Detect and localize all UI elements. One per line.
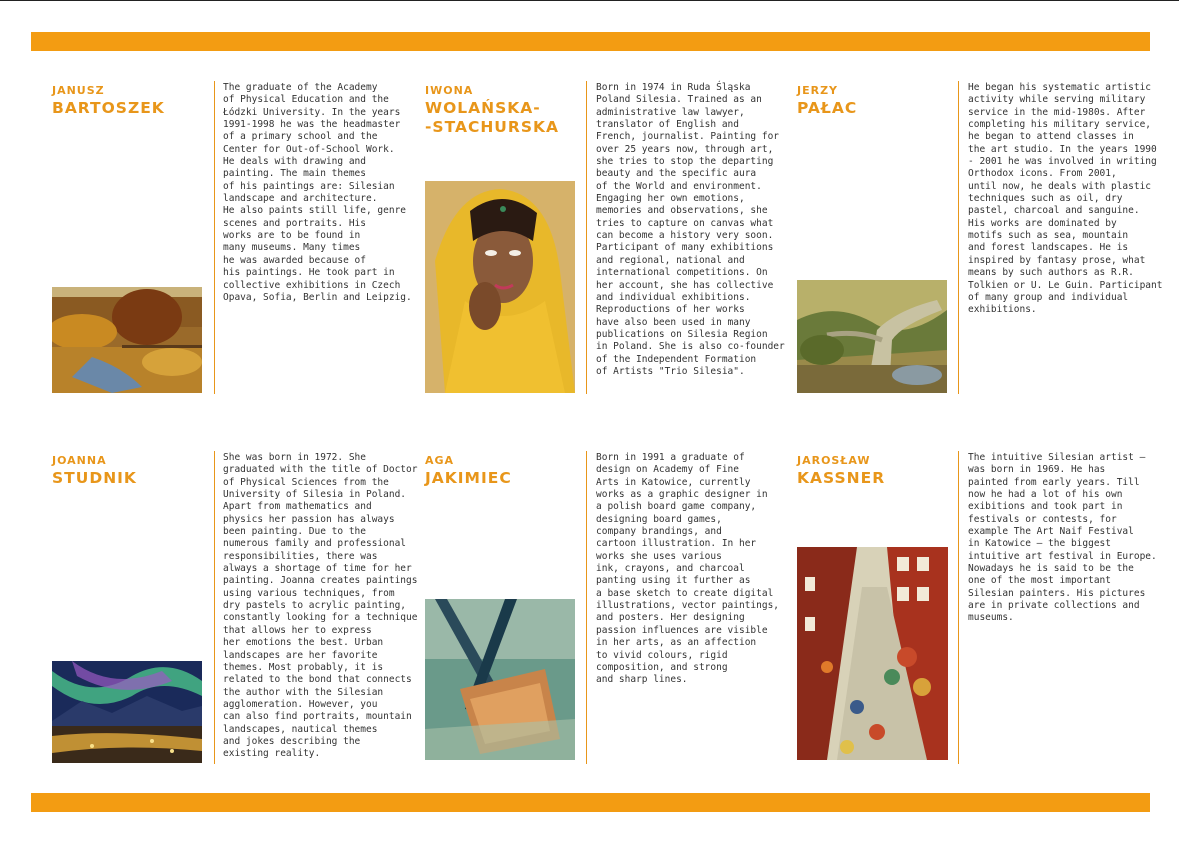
- painting-forest-tree: [797, 280, 947, 393]
- page-top-rule: [0, 0, 1179, 1]
- artist-first-name: JERZY: [797, 84, 839, 97]
- bottom-orange-band: [31, 793, 1150, 812]
- artist-first-name: AGA: [425, 454, 455, 467]
- painting-woman-in-sari: [425, 181, 575, 393]
- top-orange-band: [31, 32, 1150, 51]
- artist-first-name: JAROSŁAW: [797, 454, 871, 467]
- artist-last-name: JAKIMIEC: [425, 469, 512, 487]
- artist-last-name: PAŁAC: [797, 99, 858, 117]
- artist-last-name: BARTOSZEK: [52, 99, 165, 117]
- artist-first-name: JANUSZ: [52, 84, 105, 97]
- painting-abstract-chair: [425, 599, 575, 760]
- column-divider: [958, 81, 959, 394]
- column-divider: [958, 451, 959, 764]
- artist-first-name: IWONA: [425, 84, 474, 97]
- column-divider: [214, 451, 215, 764]
- painting-town-square: [797, 547, 948, 760]
- column-divider: [586, 81, 587, 394]
- artist-bio: Born in 1991 a graduate of design on Academy of Fine Arts in Katowice, currently works as a graphic designer in a polish board game company, designing board games, company brandings, and cartoon illustration. In her works she uses various ink, crayons, and charcoal panting using it further as a base sketch to create digital illustrations, vector paintings, and posters. Her designing passion influences are visible in her arts, as an affection to vivid colours, rigid composition, and strong and sharp lines.: [596, 452, 780, 686]
- painting-autumn-landscape: [52, 287, 202, 393]
- artist-bio: The intuitive Silesian artist – was born in 1969. He has painted from early years. Till now he had a lot of his own exibitions and took part in festivals or contests, for example The Art Naif Festival in Katowice – the biggest intuitive art festival in Europe. Nowadays he is said to be the one of the most important Silesian painters. His pictures are in private collections and museums.: [968, 452, 1157, 624]
- painting-aurora-night-city: [52, 661, 202, 763]
- artist-last-name-continued: -STACHURSKA: [425, 118, 560, 136]
- artist-first-name: JOANNA: [52, 454, 107, 467]
- artist-bio: She was born in 1972. She graduated with the title of Doctor of Physical Sciences from the University of Silesia in Poland. Apart from mathematics and physics her passion has always been painting. Due to the numerous family and professional responsibilities, there was always a shortage of time for her painting. Joanna creates paintings using various techniques, from dry pastels to acrylic painting, constantly looking for a technique that allows her to express her emotions the best. Urban landscapes are her favorite themes. Most probably, it is related to the bond that connects the author with the Silesian agglomeration. However, you can also find portraits, mountain landscapes, nautical themes and jokes describing the existing reality.: [223, 452, 418, 760]
- artist-bio: Born in 1974 in Ruda Śląska Poland Silesia. Trained as an administrative law lawyer, translator of English and French, journalist. Painting for over 25 years now, through art, she tries to stop the departing beauty and the specific aura of the World and environment. Engaging her own emotions, memories and observations, she tries to capture on canvas what can become a history very soon. Participant of many exhibitions and regional, national and international competitions. On her account, she has collective and individual exhibitions. Reproductions of her works have also been used in many publications on Silesia Region in Poland. She is also co-founder of the Independent Formation of Artists "Trio Silesia".: [596, 82, 785, 377]
- column-divider: [586, 451, 587, 764]
- artist-last-name: KASSNER: [797, 469, 886, 487]
- artist-bio: The graduate of the Academy of Physical Education and the Łódzki University. In the years 1991-1998 he was the headmaster of a primary school and the Center for Out-of-School Work. He deals with drawing and painting. The main themes of his paintings are: Silesian landscape and architecture. He also paints still life, genre scenes and portraits. His works are to be found in many museums. Many times he was awarded because of his paintings. He took part in collective exhibitions in Czech Opava, Sofia, Berlin and Leipzig.: [223, 82, 412, 303]
- artist-last-name: WOLAŃSKA-: [425, 99, 541, 117]
- artist-last-name: STUDNIK: [52, 469, 137, 487]
- artist-bio: He began his systematic artistic activity while serving military service in the mid-1980s. After completing his military service, he began to attend classes in the art studio. In the years 1990 - 2001 he was involved in writing Orthodox icons. From 2001, until now, he deals with plastic techniques such as oil, dry pastel, charcoal and sanguine. His works are dominated by motifs such as sea, mountain and forest landscapes. He is inspired by fantasy prose, what means by such authors as R.R. Tolkien or U. Le Guin. Participant of many group and individual exhibitions.: [968, 82, 1163, 316]
- column-divider: [214, 81, 215, 394]
